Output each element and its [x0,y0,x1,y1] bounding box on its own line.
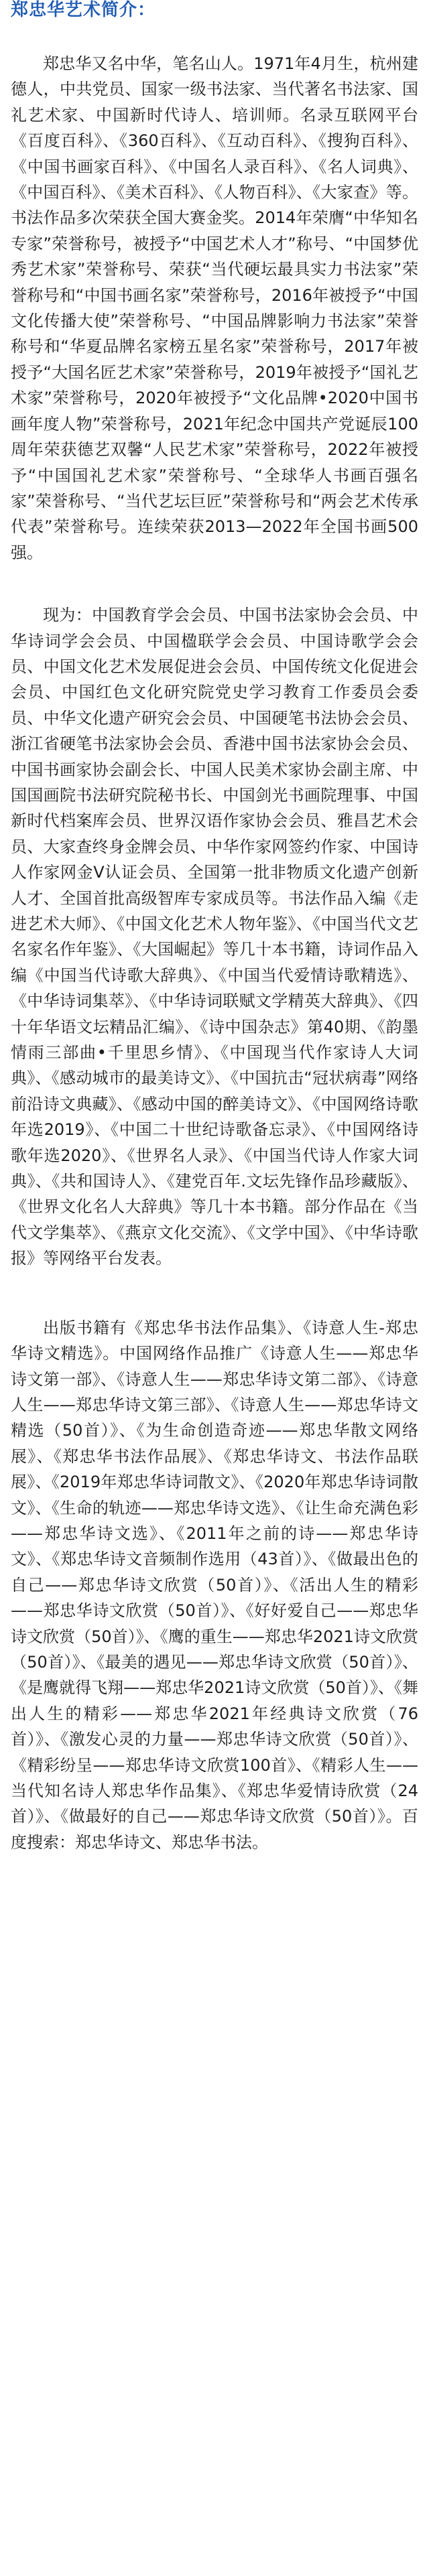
paragraph-biography: 郑忠华又名中华，笔名山人。1971年4月生，杭州建德人，中共党员、国家一级书法家、当代著名书法家、国礼艺术家、中国新时代诗人、培训师。名录互联网平台《百度百科》、《360百科》、《互动百科》、《搜狗百科》、《中国书画家百科》、《中国名人录百科》、《名人词典》、《中国百科》、《美术百科》、《人物百科》、《大家查》等。书法作品多次荣获全国大赛金奖。2014年荣膺“中华知名专家”荣誉称号，被授予“中国艺术人才”称号、“中国梦优秀艺术家”荣誉称号、荣获“当代硬坛最具实力书法家”荣誉称号和“中国书画名家”荣誉称号，2016年被授予“中国文化传播大使”荣誉称号、“中国品牌影响力书法家”荣誉称号和“华夏品牌名家榜五星名家”荣誉称号，2017年被授予“大国名匠艺术家”荣誉称号，2019年被授予“国礼艺术家”荣誉称号，2020年被授予“文化品牌•2020中国书画年度人物”荣誉称号，2021年纪念中国共产党诞辰100周年荣获德艺双馨“人民艺术家”荣誉称号，2022年被授予“中国国礼艺术家”荣誉称号、“全球华人书画百强名家”荣誉称号、“当代艺坛巨匠”荣誉称号和“两会艺术传承代表”荣誉称号。连续荣获2013—2022年全国书画500强。 [11,54,418,562]
paragraph-memberships: 现为：中国教育学会会员、中国书法家协会会员、中华诗词学会会员、中国楹联学会会员、中国诗歌学会会员、中国文化艺术发展促进会会员、中国传统文化促进会会员、中国红色文化研究院党史学习教育工作委员会委员、中华文化遗产研究会会员、中国硬笔书法协会会员、浙江省硬笔书法家协会会员、香港中国书法家协会会员、中国书画家协会副会长、中国人民美术家协会副主席、中国国画院书法研究院秘书长、中国剑光书画院理事、中国新时代档案库会员、世界汉语作家协会会员、雅昌艺术会员、大家查终身金牌会员、中华作家网签约作家、中国诗人作家网金V认证会员、全国第一批非物质文化遗产创新人才、全国首批高级智库专家成员等。书法作品入编《走进艺术大师》、《中国文化艺术人物年鉴》、《中国当代文艺名家名作年鉴》、《大国崛起》等几十本书籍，诗词作品入编《中国当代诗歌大辞典》、《中国当代爱情诗歌精选》、《中华诗词集萃》、《中华诗词联赋文学精英大辞典》、《四十年华语文坛精品汇编》、《诗中国杂志》第40期、《韵墨情雨三部曲•千里思乡情》、《中国现当代作家诗人大词典》、《感动城市的最美诗文》、《中国抗击“冠状病毒”网络前沿诗文典藏》、《感动中国的醉美诗文》、《中国网络诗歌年选2019》、《中国二十世纪诗歌备忘录》、《中国网络诗歌年选2020》、《世界名人录》、《中国当代诗人作家大词典》、《共和国诗人》、《建党百年.文坛先锋作品珍藏版》、《世界文化名人大辞典》等几十本书籍。部分作品在《当代文学集萃》、《燕京文化交流》、《文学中国》、《中华诗歌报》等网络平台发表。 [11,606,418,1268]
article-title: 郑忠华艺术简介： [11,0,156,20]
paragraph-publications: 出版书籍有《郑忠华书法作品集》、《诗意人生-郑忠华诗文精选》。中国网络作品推广《诗意人生——郑忠华诗文第一部》、《诗意人生——郑忠华诗文第二部》、《诗意人生——郑忠华诗文第三部》、《诗意人生——郑忠华诗文精选（50首）》、《为生命创造奇迹——郑忠华散文网络展》、《郑忠华书法作品展》、《郑忠华诗文、书法作品联展》、《2019年郑忠华诗词散文》、《2020年郑忠华诗词散文》、《生命的轨迹——郑忠华诗文选》、《让生命充满色彩——郑忠华诗文选》、《2011年之前的诗——郑忠华诗文》、《郑忠华诗文音频制作选用（43首）》、《做最出色的自己——郑忠华诗文欣赏（50首）》、《活出人生的精彩——郑忠华诗文欣赏（50首）》、《好好爱自己——郑忠华诗文欣赏（50首）》、《鹰的重生——郑忠华2021诗文欣赏（50首）》、《最美的遇见——郑忠华诗文欣赏（50首）》、《是鹰就得飞翔——郑忠华2021诗文欣赏（50首）》、《舞出人生的精彩——郑忠华2021年经典诗文欣赏（76首）》、《激发心灵的力量——郑忠华诗文欣赏（50首）》、《精彩纷呈——郑忠华诗文欣赏100首》、《精彩人生——当代知名诗人郑忠华作品集》、《郑忠华爱情诗欣赏（24首）》、《做最好的自己——郑忠华诗文欣赏（50首）》。百度搜索：郑忠华诗文、郑忠华书法。 [11,1318,418,1852]
